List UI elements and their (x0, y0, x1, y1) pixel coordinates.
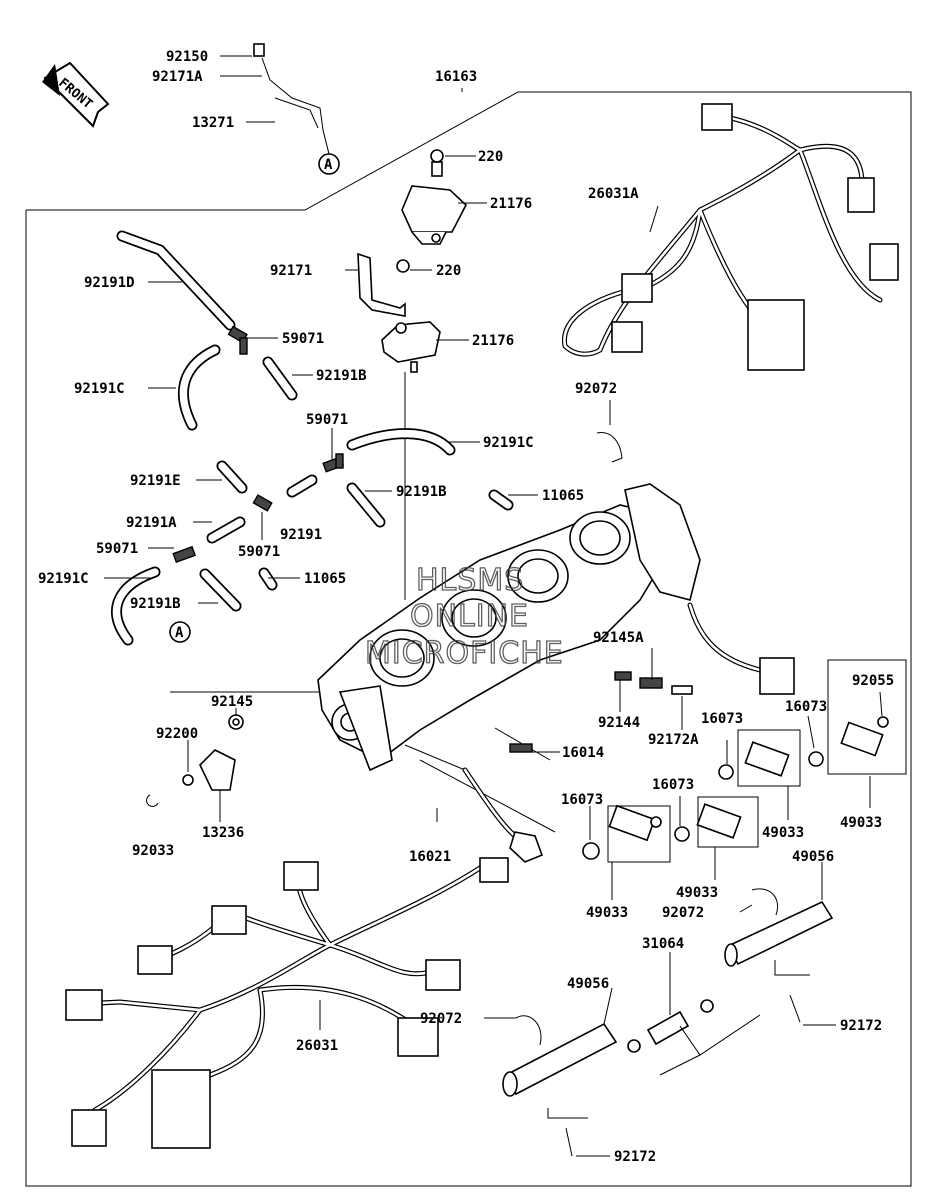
label-59071-d: 59071 (238, 544, 281, 560)
o-ring-16073-d (809, 752, 823, 766)
label-92172-b: 92172 (614, 1149, 657, 1165)
fitting-59071-a (229, 327, 247, 354)
label-49056-a: 49056 (792, 849, 835, 865)
label-92171a: 92171A (152, 69, 203, 85)
label-92033: 92033 (132, 843, 175, 859)
label-13236: 13236 (202, 825, 245, 841)
screw-16014 (495, 728, 550, 760)
spring-92145 (229, 715, 243, 729)
throttle-leader-line (420, 760, 555, 832)
screw-92172-right (790, 995, 800, 1022)
hose-92191d (122, 236, 230, 325)
bracket-92171 (358, 254, 409, 316)
wiring-harness-26031 (66, 858, 508, 1148)
label-16014: 16014 (562, 745, 605, 761)
watermark-line-1: HLSMS (416, 563, 525, 598)
spring-92144 (615, 672, 631, 680)
label-220-lower: 220 (436, 263, 462, 279)
bracket-13271 (254, 44, 329, 154)
label-13271: 13271 (192, 115, 235, 131)
label-92171: 92171 (270, 263, 313, 279)
watermark-line-2: ONLINE (410, 599, 530, 634)
label-49033-d: 49033 (586, 905, 629, 921)
label-92150: 92150 (166, 49, 209, 65)
label-59071-b: 59071 (306, 412, 349, 428)
label-49033-a: 49033 (762, 825, 805, 841)
hose-11065-upper (494, 495, 508, 505)
sensor-21176-lower (382, 322, 440, 372)
label-92144: 92144 (598, 715, 641, 731)
label-92191b-c: 92191B (130, 596, 181, 612)
washer-92200 (183, 775, 193, 785)
label-92072-b: 92072 (662, 905, 705, 921)
hose-92191e (222, 466, 242, 488)
label-21176-upper: 21176 (490, 196, 533, 212)
o-ring-16073-c (719, 765, 733, 779)
injector-49033-c (745, 742, 788, 776)
label-92191c-b: 92191C (483, 435, 534, 451)
label-16073-b: 16073 (785, 699, 828, 715)
front-arrow-icon (42, 63, 108, 126)
label-16163: 16163 (435, 69, 478, 85)
label-31064: 31064 (642, 936, 685, 952)
label-49033-c: 49033 (676, 885, 719, 901)
label-92172a: 92172A (648, 732, 699, 748)
hose-92191b-top (268, 362, 292, 395)
label-16073-c: 16073 (561, 792, 604, 808)
hose-92191c-mid (352, 434, 450, 450)
valve-13236 (200, 750, 235, 790)
label-11065-b: 11065 (304, 571, 347, 587)
fitting-59071-b (323, 454, 343, 472)
spring-92145a (640, 678, 662, 688)
label-59071-c: 59071 (96, 541, 139, 557)
rail-bracket-line-2 (548, 1108, 588, 1118)
label-92191b-a: 92191B (316, 368, 367, 384)
clip-92033 (147, 795, 158, 806)
label-11065-a: 11065 (542, 488, 585, 504)
label-26031: 26031 (296, 1038, 339, 1054)
label-220-upper: 220 (478, 149, 504, 165)
hose-11065-lower (264, 573, 272, 585)
watermark-line-3: MICROFICHE (365, 636, 564, 671)
label-92145: 92145 (211, 694, 254, 710)
label-92191b-b: 92191B (396, 484, 447, 500)
fitting-59071-c (253, 495, 271, 511)
hose-92191b-low (205, 574, 236, 606)
hose-92191a (212, 522, 240, 538)
label-92072-a: 92072 (575, 381, 618, 397)
joint-31064 (628, 1000, 760, 1075)
rail-bracket-line (775, 960, 810, 975)
label-16021: 16021 (409, 849, 452, 865)
hose-92191-short (292, 480, 312, 492)
clamp-92072-low (516, 1016, 541, 1045)
fuel-rail-49056-left (503, 1024, 616, 1096)
injector-49033-d (841, 717, 888, 755)
clamp-92072-top (597, 432, 622, 462)
label-59071-a: 59071 (282, 331, 325, 347)
label-92145a: 92145A (593, 630, 644, 646)
screw-92172a (672, 686, 692, 694)
hose-92191b-mid (352, 488, 380, 522)
hose-92191c-left (183, 350, 215, 425)
label-92191: 92191 (280, 527, 323, 543)
label-26031a: 26031A (588, 186, 639, 202)
label-49033-b: 49033 (840, 815, 883, 831)
injector-49033-b (697, 804, 740, 838)
label-16073-d: 16073 (652, 777, 695, 793)
fitting-59071-d (173, 547, 195, 562)
o-ring-16073-b (675, 827, 689, 841)
ref-a-marker-2: A (175, 625, 184, 641)
label-49056-b: 49056 (567, 976, 610, 992)
ref-a-marker: A (324, 157, 333, 173)
label-92200: 92200 (156, 726, 199, 742)
injector-49033-a (609, 806, 661, 840)
label-92172-a: 92172 (840, 1018, 883, 1034)
screw-92172-left (566, 1128, 572, 1156)
label-92072-c: 92072 (420, 1011, 463, 1027)
label-16073-a: 16073 (701, 711, 744, 727)
label-92191a: 92191A (126, 515, 177, 531)
sensor-21176-upper (402, 150, 466, 244)
label-92191c-c: 92191C (38, 571, 89, 587)
label-92055: 92055 (852, 673, 895, 689)
label-92191e: 92191E (130, 473, 181, 489)
front-label: FRONT (55, 75, 96, 113)
wiring-harness-26031a (564, 104, 898, 370)
o-ring-16073-a (583, 843, 599, 859)
clamp-92072-mid (752, 889, 778, 915)
label-92191d: 92191D (84, 275, 135, 291)
label-21176-lower: 21176 (472, 333, 515, 349)
harness-connector-right (690, 605, 794, 694)
label-92191c-a: 92191C (74, 381, 125, 397)
